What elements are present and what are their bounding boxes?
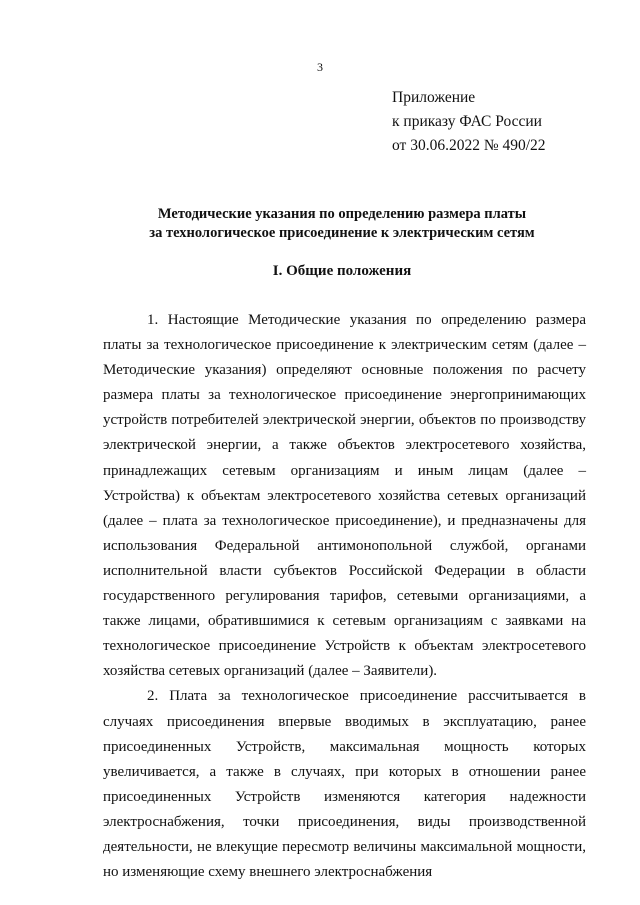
paragraph-1: 1. Настоящие Методические указания по определению размера платы за технологическое присоединение к электрическим сетям (далее – Методические указания) определяют основные положения по расчету размера платы за технологическое присоединение энергопринимающих устройств потребителей электрической энергии, объектов по производству электрической энергии, а также объектов электросетевого хозяйства, принадлежащих сетевым организациям и иным лицам (далее – Устройства) к объектам электросетевого хозяйства сетевых организаций (далее – плата за технологическое присоединение), и предназначены для использования Федеральной антимонопольной службой, органами исполнительной власти субъектов Российской Федерации в области государственного регулирования тарифов, сетевыми организациями, а также лицами, обратившимися к сетевым организациям с заявками на технологическое присоединение Устройств к объектам электросетевого хозяйства сетевых организаций (далее – Заявители). xyxy=(103,312,586,680)
appendix-line-1: Приложение xyxy=(392,89,476,106)
document-title xyxy=(60,205,624,243)
appendix-block xyxy=(392,86,546,158)
page-number: 3 xyxy=(317,60,323,74)
section-heading: I. Общие положения xyxy=(272,263,412,279)
appendix-line-3: от 30.06.2022 № 490/22 xyxy=(392,137,546,154)
paragraph-2: 2. Плата за технологическое присоединение рассчитывается в случаях присоединения впервые вводимых в эксплуатацию, ранее присоединенных Устройств, максимальная мощность которых увеличивается, а также в случаях, при которых в отношении ранее присоединенных Устройств изменяются категория надежности электроснабжения, точки присоединения, виды производственной деятельности, не влекущие пересмотр величины максимальной мощности, но изменяющие схему внешнего электроснабжения xyxy=(103,688,586,881)
document-title-line-1: Методические указания по определению размера платы xyxy=(157,206,527,222)
document-title-line-2: за технологическое присоединение к электрическим сетям xyxy=(149,225,535,241)
appendix-line-2: к приказу ФАС России xyxy=(392,113,542,130)
body-text xyxy=(103,308,586,885)
